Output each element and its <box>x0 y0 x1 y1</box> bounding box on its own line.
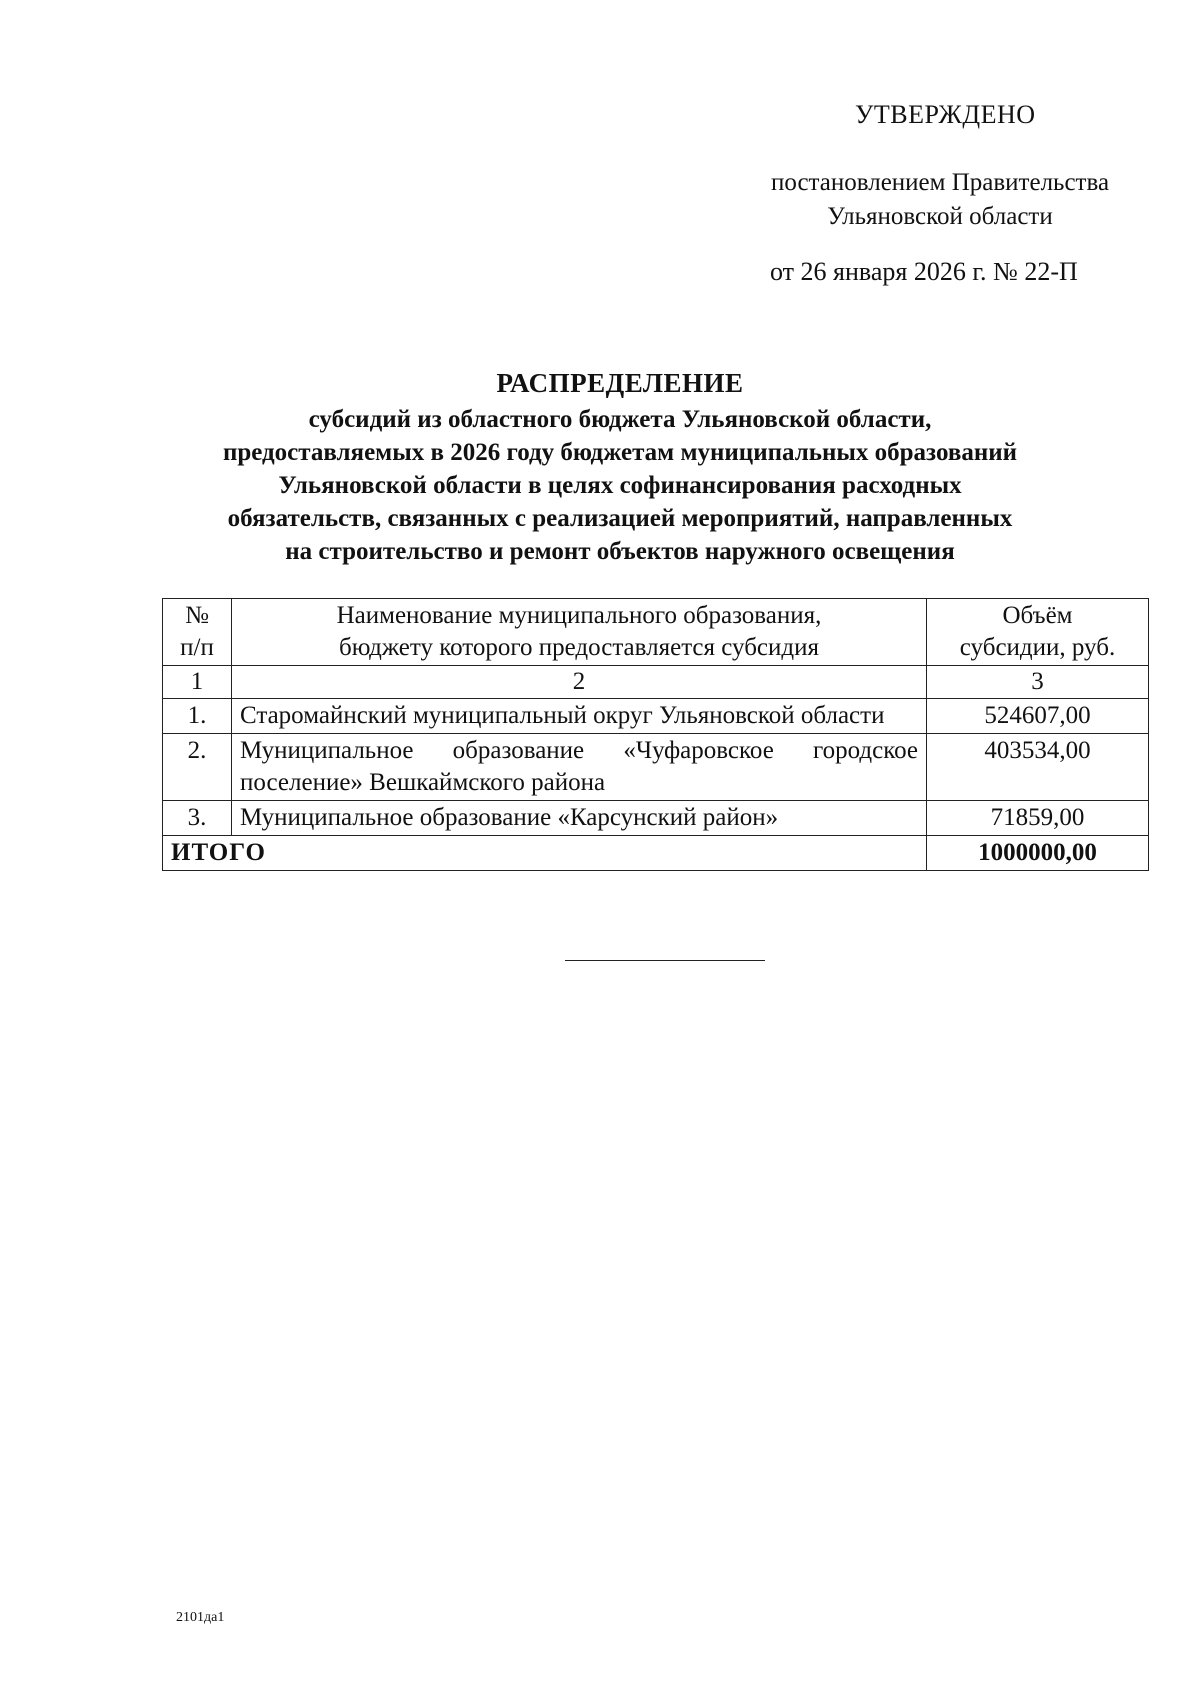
row-name: Муниципальное образование «Карсунский район» <box>232 801 927 836</box>
row-amount: 403534,00 <box>927 734 1149 801</box>
closing-rule <box>565 960 765 961</box>
row-name: Муниципальное образование «Чуфаровское городское поселение» Вешкаймского района <box>232 734 927 801</box>
document-title <box>140 366 1100 568</box>
header-name-line: Наименование муниципального образования, <box>336 602 822 629</box>
row-name: Старомайнский муниципальный округ Ульяновской области <box>232 699 927 734</box>
total-label: ИТОГО <box>163 836 927 871</box>
index-cell: 2 <box>232 666 927 699</box>
decree-date: от 26 января 2026 г. № 22-П <box>770 257 1078 286</box>
title-subtitle <box>140 403 1100 568</box>
header-amount <box>927 599 1149 666</box>
decree-line-1: постановлением Правительства <box>770 169 1110 196</box>
decree-line-2: Ульяновской области <box>827 203 1053 230</box>
row-num: 2. <box>163 734 232 801</box>
header-name-line: бюджету которого предоставляется субсидия <box>338 634 820 661</box>
total-row <box>163 836 1149 871</box>
decree-reference <box>740 166 1140 234</box>
header-num <box>163 599 232 666</box>
approval-label: УТВЕРЖДЕНО <box>855 100 1036 129</box>
row-num: 3. <box>163 801 232 836</box>
header-num-line: п/п <box>180 634 214 661</box>
table-row <box>163 801 1149 836</box>
total-amount: 1000000,00 <box>927 836 1149 871</box>
header-amount-line: субсидии, руб. <box>959 634 1116 661</box>
row-num: 1. <box>163 699 232 734</box>
title-line: на строительство и ремонт объектов наружного освещения <box>285 538 955 565</box>
header-name <box>232 599 927 666</box>
row-amount: 524607,00 <box>927 699 1149 734</box>
table-row <box>163 699 1149 734</box>
index-cell: 1 <box>163 666 232 699</box>
header-amount-line: Объём <box>1002 602 1073 629</box>
title-main: РАСПРЕДЕЛЕНИЕ <box>496 368 744 398</box>
document-code: 2101да1 <box>176 1610 225 1625</box>
index-cell: 3 <box>927 666 1149 699</box>
row-amount: 71859,00 <box>927 801 1149 836</box>
title-line: предоставляемых в 2026 году бюджетам муниципальных образований <box>222 439 1018 466</box>
title-line: обязательств, связанных с реализацией мероприятий, направленных <box>227 505 1013 532</box>
header-num-line: № <box>185 602 209 629</box>
title-line: субсидий из областного бюджета Ульяновской области, <box>308 406 932 433</box>
table-row <box>163 734 1149 801</box>
column-index-row <box>163 666 1149 699</box>
title-line: Ульяновской области в целях софинансирования расходных <box>278 472 962 499</box>
distribution-table <box>162 598 1149 871</box>
table-header-row <box>163 599 1149 666</box>
